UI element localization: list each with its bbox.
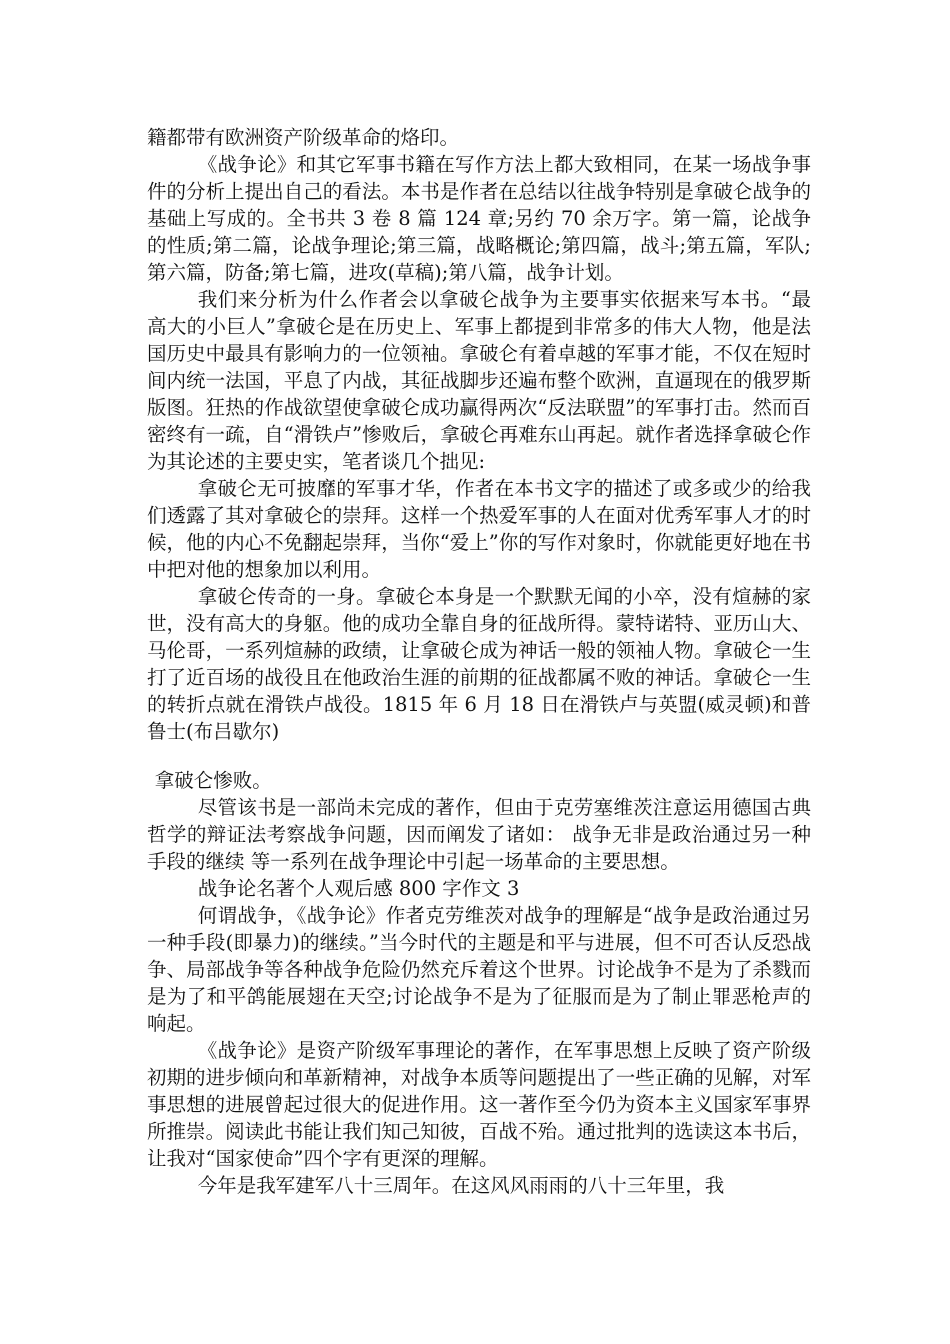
paragraph-bourgeois-theory: 《战争论》是资产阶级军事理论的著作，在军事思想上反映了资产阶级初期的进步倾向和革新精神，对战争本质等问题提出了一些正确的见解，对军事思想的进展曾起过很大的促进作用。这一著作至今仍为资本主义国家军事界所推崇。阅读此书能让我们知己知彼，百战不殆。通过批判的选读这本书后，让我对“国家使命”四个字有更深的理解。 — [147, 1039, 811, 1170]
paragraph-writing-method: 《战争论》和其它军事书籍在写作方法上都大致相同，在某一场战争事件的分析上提出自己的看法。本书是作者在总结以往战争特别是拿破仑战争的基础上写成的。全书共 3 卷 8 篇 124 章;另约 70 余万字。第一篇，论战争的性质;第二篇，论战争理论;第三篇，战略概论;第四篇，战斗;第五篇，军队;第六篇，防备;第七篇，进攻(草稿);第八篇，战争计划。 — [147, 153, 811, 284]
paragraph-napoleon-analysis: 我们来分析为什么作者会以拿破仑战争为主要事实依据来写本书。“最高大的小巨人”拿破仑是在历史上、军事上都提到非常多的伟大人物，他是法国历史中最具有影响力的一位领袖。拿破仑有着卓越的军事才能，不仅在短时间内统一法国，平息了内战，其征战脚步还遍布整个欧洲，直逼现在的俄罗斯版图。狂热的作战欲望使拿破仑成功赢得两次“反法联盟”的军事打击。然而百密终有一疏，自“滑铁卢”惨败后，拿破仑再难东山再起。就作者选择拿破仑作为其论述的主要史实，笔者谈几个拙见: — [147, 288, 811, 473]
paragraph-fragment-defeat: 拿破仑惨败。 — [154, 769, 272, 792]
section-heading: 战争论名著个人观后感 800 字作文 3 — [197, 877, 520, 900]
paragraph-military-talent: 拿破仑无可披靡的军事才华，作者在本书文字的描述了或多或少的给我们透露了其对拿破仑的崇拜。这样一个热爱军事的人在面对优秀军事人才的时候，他的内心不免翻起崇拜，当你“爱上”你的写作对象时，你就能更好地在书中把对他的想象加以利用。 — [147, 477, 811, 581]
paragraph-what-is-war: 何谓战争，《战争论》作者克劳维茨对战争的理解是“战争是政治通过另一种手段(即暴力)的继续。”当今时代的主题是和平与进展，但不可否认反恐战争、局部战争等各种战争危险仍然充斥着这个世界。讨论战争不是为了杀戮而是为了和平鸽能展翅在天空;讨论战争不是为了征服而是为了制止罪恶枪声的响起。 — [147, 904, 811, 1035]
paragraph-continuation: 籍都带有欧洲资产阶级革命的烙印。 — [147, 126, 460, 149]
paragraph-dialectics: 尽管该书是一部尚未完成的著作，但由于克劳塞维茨注意运用德国古典哲学的辩证法考察战争问题，因而阐发了诸如： 战争无非是政治通过另一种手段的继续 等一系列在战争理论中引起一场革命的主要思想。 — [147, 796, 811, 873]
paragraph-army-anniversary: 今年是我军建军八十三周年。在这风风雨雨的八十三年里，我 — [197, 1174, 725, 1197]
document-body — [147, 124, 811, 1199]
paragraph-legendary-life: 拿破仑传奇的一身。拿破仑本身是一个默默无闻的小卒，没有煊赫的家世，没有高大的身躯。他的成功全靠自身的征战所得。蒙特诺特、亚历山大、马伦哥，一系列煊赫的政绩，让拿破仑成为神话一般的领袖人物。拿破仑一生打了近百场的战役且在他政治生涯的前期的征战都属不败的神话。拿破仑一生的转折点就在滑铁卢战役。1815 年 6 月 18 日在滑铁卢与英盟(威灵顿)和普鲁士(布吕歇尔) — [147, 585, 811, 743]
